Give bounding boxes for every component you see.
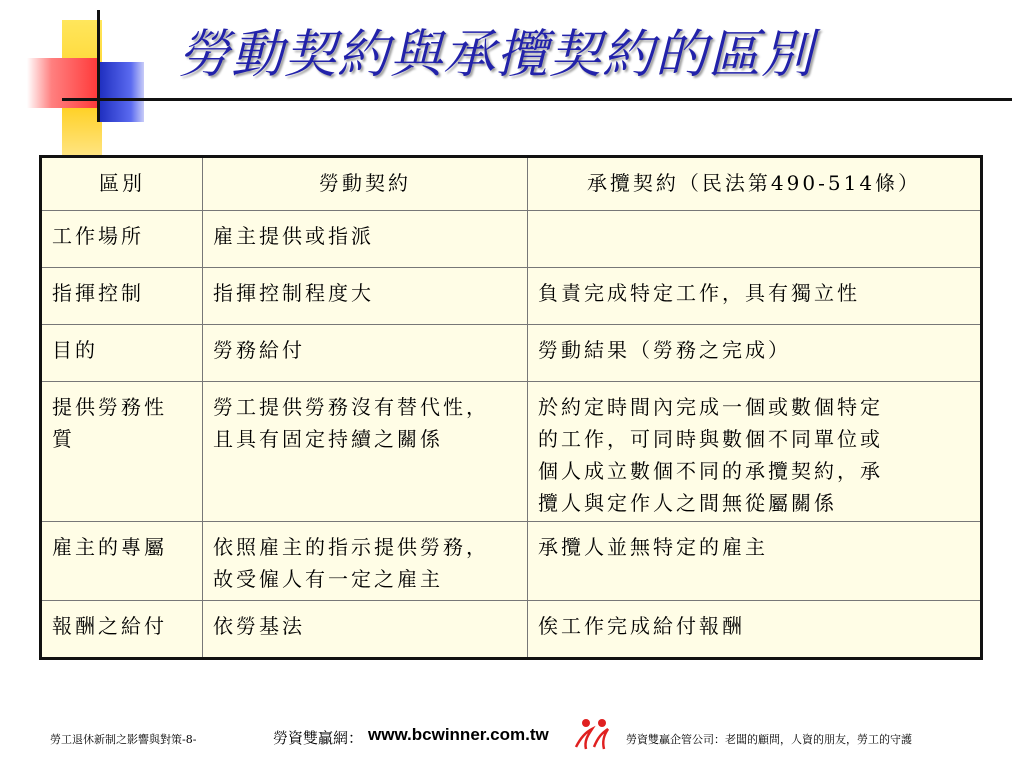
contracting-cell: 承攬人並無特定的雇主 — [528, 522, 981, 601]
contracting-cell — [528, 211, 981, 268]
page-title: 勞動契約與承攬契約的區別 — [178, 25, 815, 85]
labor-contract-cell: 指揮控制程度大 — [203, 268, 528, 325]
row-label-cell: 指揮控制 — [42, 268, 203, 325]
comparison-table — [41, 157, 981, 658]
header-cell: 勞動契約 — [203, 158, 528, 211]
two-people-logo-icon — [572, 717, 616, 751]
labor-contract-cell: 依勞基法 — [203, 601, 528, 658]
footer-slide-caption: 勞工退休新制之影響與對策-8- — [50, 733, 197, 746]
contracting-cell: 負責完成特定工作，具有獨立性 — [528, 268, 981, 325]
row-label-cell: 報酬之給付 — [42, 601, 203, 658]
contracting-cell: 於約定時間內完成一個或數個特定 的工作，可同時與數個不同單位或 個人成立數個不同的承攬契約，承 攬人與定作人之間無從屬關係 — [528, 382, 981, 522]
row-label-cell: 提供勞務性 質 — [42, 382, 203, 522]
table-header-row — [42, 158, 981, 211]
decor-vertical-line — [97, 10, 100, 122]
title-underline — [62, 98, 1012, 101]
row-label-cell: 雇主的專屬 — [42, 522, 203, 601]
table-row — [42, 382, 981, 522]
contracting-cell: 俟工作完成給付報酬 — [528, 601, 981, 658]
header-cell: 承攬契約（民法第490-514條） — [528, 158, 981, 211]
row-label-cell: 工作場所 — [42, 211, 203, 268]
labor-contract-cell: 勞工提供勞務沒有替代性， 且具有固定持續之關係 — [203, 382, 528, 522]
table-row — [42, 522, 981, 601]
table-row — [42, 268, 981, 325]
contracting-cell: 勞動結果（勞務之完成） — [528, 325, 981, 382]
table-row — [42, 601, 981, 658]
table-row — [42, 211, 981, 268]
footer-site-label: 勞資雙贏網： — [273, 729, 364, 747]
labor-contract-cell: 依照雇主的指示提供勞務， 故受僱人有一定之雇主 — [203, 522, 528, 601]
footer-company-slogan: 勞資雙贏企管公司：老闆的顧問，人資的朋友，勞工的守護 — [626, 733, 912, 746]
row-label-cell: 目的 — [42, 325, 203, 382]
footer-url-link[interactable]: www.bcwinner.com.tw — [368, 725, 549, 744]
table-row — [42, 325, 981, 382]
labor-contract-cell: 勞務給付 — [203, 325, 528, 382]
header-cell: 區別 — [42, 158, 203, 211]
decor-blue-block — [100, 62, 144, 122]
labor-contract-cell: 雇主提供或指派 — [203, 211, 528, 268]
